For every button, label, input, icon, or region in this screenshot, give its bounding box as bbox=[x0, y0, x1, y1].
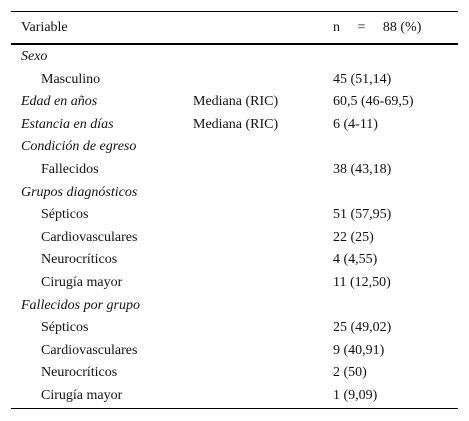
table-row bbox=[11, 249, 458, 272]
row-label: Sépticos bbox=[41, 207, 89, 223]
row-stat: Mediana (RIC) bbox=[193, 94, 279, 110]
row-label: Cirugía mayor bbox=[41, 274, 123, 290]
header-variable: Variable bbox=[21, 20, 68, 35]
row-label: Sépticos bbox=[41, 320, 89, 336]
row-label: Fallecidos bbox=[41, 161, 99, 177]
row-value: 22 (25) bbox=[333, 229, 374, 245]
table-row bbox=[11, 69, 458, 92]
row-value: 38 (43,18) bbox=[333, 161, 392, 177]
table-row bbox=[11, 159, 458, 182]
table-row bbox=[11, 340, 458, 363]
row-label: Cardiovasculares bbox=[41, 342, 138, 358]
table-row bbox=[11, 362, 458, 385]
row-label: Cirugía mayor bbox=[41, 387, 123, 403]
table-row bbox=[11, 182, 458, 205]
row-value: 11 (12,50) bbox=[333, 274, 391, 290]
row-label: Neurocríticos bbox=[41, 365, 118, 381]
row-stat: Mediana (RIC) bbox=[193, 116, 279, 132]
row-label: Sexo bbox=[21, 49, 48, 64]
table-row bbox=[11, 295, 458, 318]
row-label: Edad en años bbox=[21, 94, 98, 110]
row-label: Fallecidos por grupo bbox=[21, 297, 140, 313]
table-row bbox=[11, 136, 458, 159]
row-value: 9 (40,91) bbox=[333, 342, 385, 358]
row-label: Cardiovasculares bbox=[41, 229, 138, 245]
row-label: Masculino bbox=[41, 71, 101, 87]
table-row bbox=[11, 204, 458, 227]
header-count: n = 88 (%) bbox=[333, 20, 422, 35]
row-label: Estancia en días bbox=[21, 116, 114, 132]
row-value: 1 (9,09) bbox=[333, 387, 378, 403]
table-row bbox=[11, 317, 458, 340]
row-value: 6 (4-11) bbox=[333, 116, 378, 132]
table-header bbox=[11, 12, 458, 45]
row-label: Condición de egreso bbox=[21, 139, 137, 155]
row-label: Grupos diagnósticos bbox=[21, 184, 138, 200]
row-value: 2 (50) bbox=[333, 365, 367, 381]
table-row bbox=[11, 114, 458, 137]
table-row bbox=[11, 227, 458, 250]
row-value: 51 (57,95) bbox=[333, 207, 392, 223]
table-row bbox=[11, 91, 458, 114]
row-value: 25 (49,02) bbox=[333, 320, 392, 336]
data-table bbox=[11, 11, 458, 409]
row-label: Neurocríticos bbox=[41, 252, 118, 268]
row-value: 4 (4,55) bbox=[333, 252, 378, 268]
table-row bbox=[11, 272, 458, 295]
table-row bbox=[11, 46, 458, 69]
row-value: 45 (51,14) bbox=[333, 71, 392, 87]
table-row bbox=[11, 385, 458, 408]
row-value: 60,5 (46-69,5) bbox=[333, 94, 414, 110]
